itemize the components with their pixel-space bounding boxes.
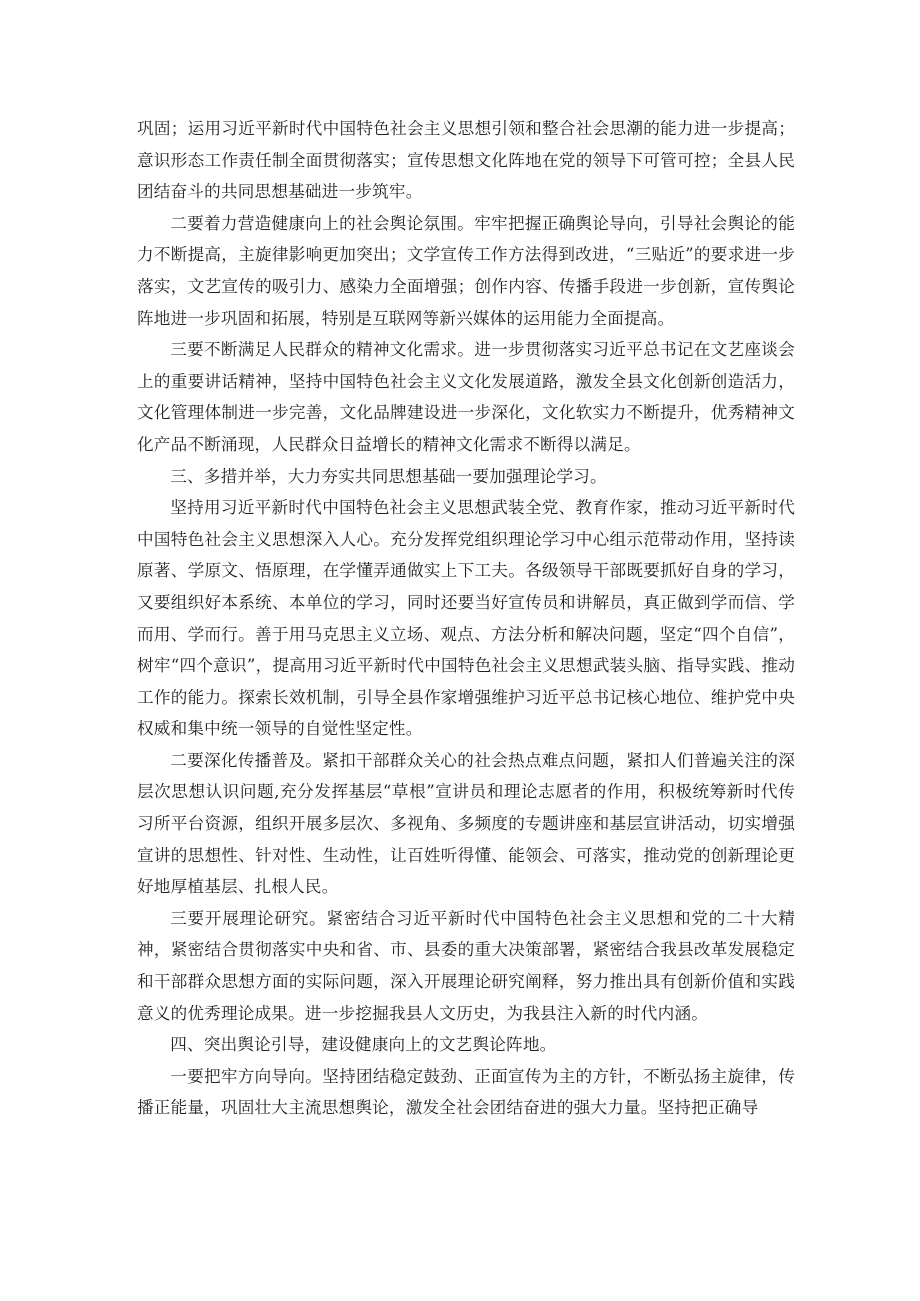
paragraph-5: 坚持用习近平新时代中国特色社会主义思想武装全党、教育作家，推动习近平新时代中国特色社会主义思想深入人心。充分发挥党组织理论学习中心组示范带动作用，坚持读原著、学原文、悟原理，在学懂弄通做实上下工夫。各级领导干部既要抓好自身的学习，又要组织好本系统、本单位的学习，同时还要当好宣传员和讲解员，真正做到学而信、学而用、学而行。善于用马克思主义立场、观点、方法分析和解决问题，坚定“四个自信”，树牢“四个意识”，提高用习近平新时代中国特色社会主义思想武装头脑、指导实践、推动工作的能力。探索长效机制，引导全县作家增强维护习近平总书记核心地位、维护党中央权威和集中统一领导的自觉性坚定性。	[137, 498, 795, 739]
paragraph-2: 二要着力营造健康向上的社会舆论氛围。牢牢把握正确舆论导向，引导社会舆论的能力不断提高，主旋律影响更加突出；文学宣传工作方法得到改进，“三贴近”的要求进一步落实，文艺宣传的吸引力、感染力全面增强；创作内容、传播手段进一步创新，宣传舆论阵地进一步巩固和拓展，特别是互联网等新兴媒体的运用能力全面提高。	[137, 213, 795, 328]
document-body	[137, 113, 795, 1124]
section-heading-4: 四、突出舆论引导，建设健康向上的文艺舆论阵地。	[170, 1035, 557, 1055]
paragraph-9: 一要把牢方向导向。坚持团结稳定鼓劲、正面宣传为主的方针，不断弘扬主旋律，传播正能量，巩固壮大主流思想舆论，激发全社会团结奋进的强大力量。坚持把正确导	[137, 1066, 795, 1118]
paragraph-6: 二要深化传播普及。紧扣干部群众关心的社会热点难点问题，紧扣人们普遍关注的深层次思想认识问题,充分发挥基层“草根”宣讲员和理论志愿者的作用，积极统筹新时代传习所平台资源，组织开展多层次、多视角、多频度的专题讲座和基层宣讲活动，切实增强宣讲的思想性、针对性、生动性，让百姓听得懂、能领会、可落实，推动党的创新理论更好地厚植基层、扎根人民。	[137, 750, 795, 897]
section-heading-3: 三、多措并举，大力夯实共同思想基础一要加强理论学习。	[170, 466, 607, 486]
paragraph-3: 三要不断满足人民群众的精神文化需求。进一步贯彻落实习近平总书记在文艺座谈会上的重要讲话精神，坚持中国特色社会主义文化发展道路，激发全县文化创新创造活力，文化管理体制进一步完善，文化品牌建设进一步深化，文化软实力不断提升，优秀精神文化产品不断涌现，人民群众日益增长的精神文化需求不断得以满足。	[137, 340, 795, 454]
paragraph-7: 三要开展理论研究。紧密结合习近平新时代中国特色社会主义思想和党的二十大精神，紧密结合贯彻落实中央和省、市、县委的重大决策部署，紧密结合我县改革发展稳定和干部群众思想方面的实际问题，深入开展理论研究阐释，努力推出具有创新价值和实践意义的优秀理论成果。进一步挖掘我县人文历史，为我县注入新的时代内涵。	[137, 908, 795, 1023]
paragraph-1: 巩固；运用习近平新时代中国特色社会主义思想引领和整合社会思潮的能力进一步提高；意识形态工作责任制全面贯彻落实；宣传思想文化阵地在党的领导下可管可控；全县人民团结奋斗的共同思想基础进一步筑牢。	[137, 119, 795, 202]
